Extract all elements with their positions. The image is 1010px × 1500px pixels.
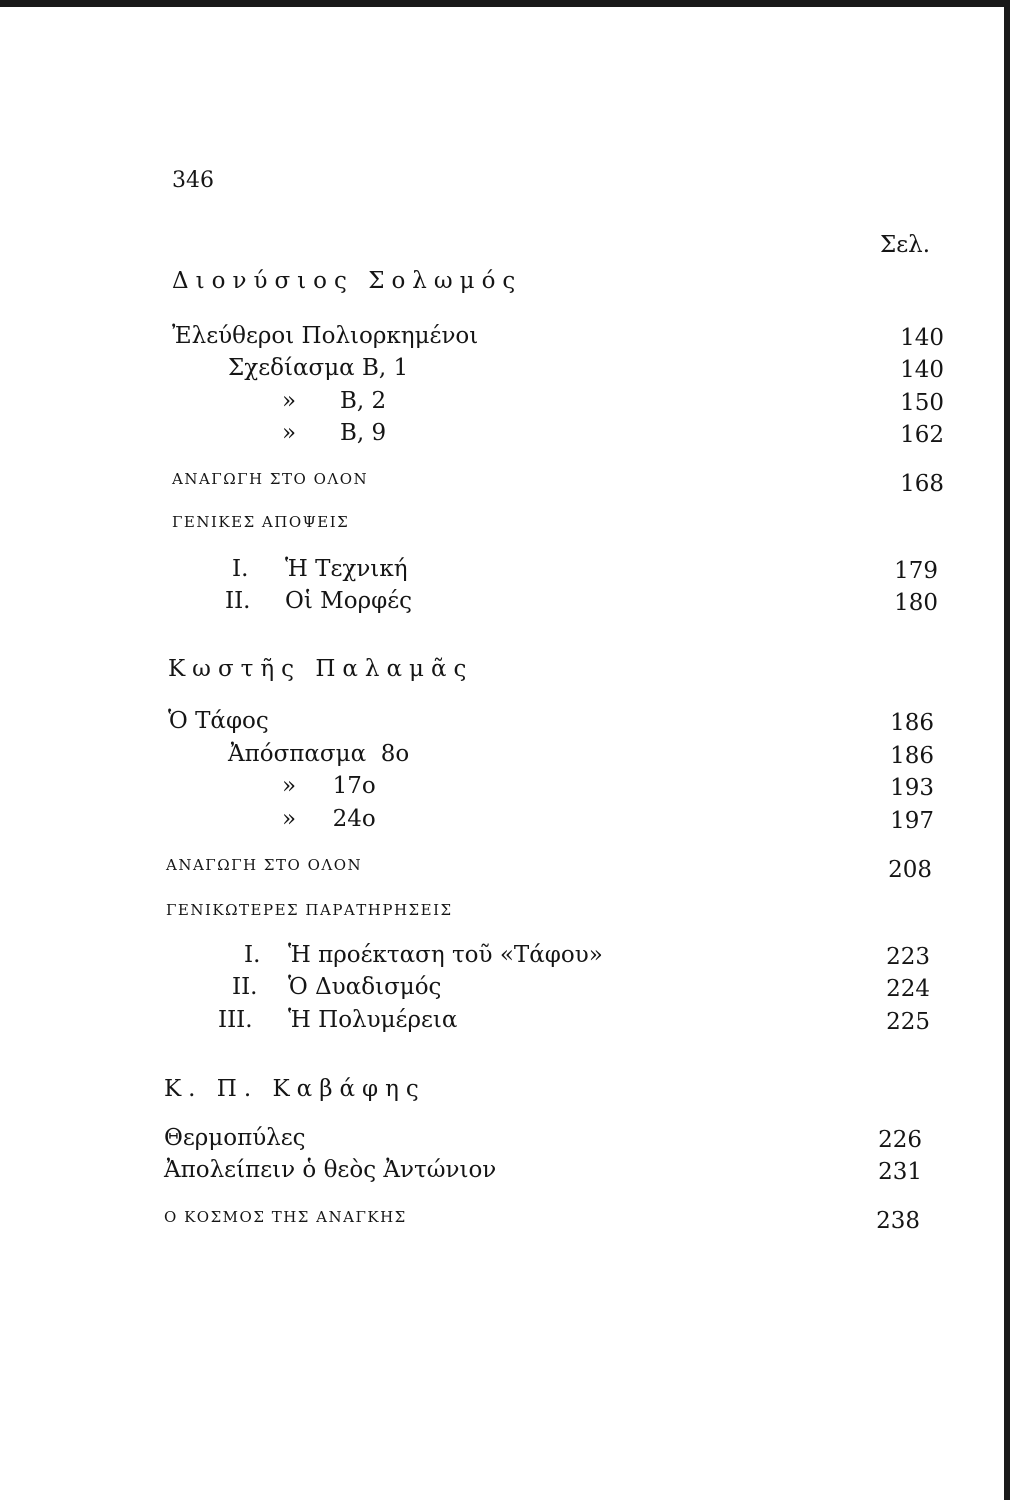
toc-section-heading: Ο ΚΟΣΜΟΣ ΤΗΣ ΑΝΑΓΚΗΣ xyxy=(164,1208,407,1226)
toc-entry-page: 226 xyxy=(878,1127,922,1153)
author-heading-kavafis: Κ. Π. Καβάφης xyxy=(164,1076,426,1102)
toc-entry-title: Ἡ Πολυμέρεια xyxy=(288,1007,458,1033)
toc-entry-page: 179 xyxy=(894,558,938,584)
scan-border-top xyxy=(0,0,1010,7)
toc-entry-page: 180 xyxy=(894,590,938,616)
toc-entry-page: 186 xyxy=(890,743,934,769)
toc-roman-numeral: I. xyxy=(232,556,249,582)
toc-entry-title: » Β, 2 xyxy=(282,388,387,414)
toc-entry-title: Ὁ Δυαδισμός xyxy=(288,974,442,1000)
toc-entry-title: Ὁ Τάφος xyxy=(168,708,269,734)
toc-entry-title: Ἡ Τεχνική xyxy=(285,556,408,582)
toc-entry-page: 150 xyxy=(900,390,944,416)
toc-entry-title: Ἐλεύθεροι Πολιορκημένοι xyxy=(172,323,479,349)
toc-entry-page: 231 xyxy=(878,1159,922,1185)
toc-entry-page: 140 xyxy=(900,325,944,351)
toc-entry-title: Ἀπολείπειν ὁ θεὸς Ἀντώνιον xyxy=(164,1157,497,1183)
toc-section-heading: ΓΕΝΙΚΩΤΕΡΕΣ ΠΑΡΑΤΗΡΗΣΕΙΣ xyxy=(166,901,453,919)
toc-entry-page: 162 xyxy=(900,422,944,448)
toc-entry-title: » 24ο xyxy=(282,806,376,832)
page-number: 346 xyxy=(172,168,214,193)
toc-entry-page: 224 xyxy=(886,976,930,1002)
toc-entry-page: 186 xyxy=(890,710,934,736)
toc-entry-title: Οἱ Μορφές xyxy=(285,588,413,614)
page-column-label: Σελ. xyxy=(880,232,931,258)
author-heading-palamas: Κωστῆς Παλαμᾶς xyxy=(168,656,474,682)
toc-roman-numeral: II. xyxy=(232,974,258,1000)
toc-entry-page: 140 xyxy=(900,357,944,383)
toc-entry-title: » Β, 9 xyxy=(282,420,387,446)
author-heading-solomos: Διονύσιος Σολωμός xyxy=(172,268,523,294)
toc-section-heading: ΑΝΑΓΩΓΗ ΣΤΟ ΟΛΟΝ xyxy=(172,470,369,488)
toc-entry-page: 168 xyxy=(900,471,944,497)
toc-roman-numeral: II. xyxy=(225,588,251,614)
toc-entry-title: Ἀπόσπασμα 8ο xyxy=(228,741,410,767)
toc-entry-page: 197 xyxy=(890,808,934,834)
toc-entry-page: 193 xyxy=(890,775,934,801)
toc-entry-title: Θερμοπύλες xyxy=(164,1125,306,1151)
toc-entry-page: 208 xyxy=(888,857,932,883)
toc-entry-page: 238 xyxy=(876,1208,920,1234)
scan-border-right xyxy=(1004,0,1010,1500)
toc-entry-page: 223 xyxy=(886,944,930,970)
toc-entry-page: 225 xyxy=(886,1009,930,1035)
toc-roman-numeral: I. xyxy=(244,942,261,968)
toc-section-heading: ΓΕΝΙΚΕΣ ΑΠΟΨΕΙΣ xyxy=(172,513,350,531)
toc-roman-numeral: III. xyxy=(218,1007,253,1033)
toc-entry-title: Σχεδίασμα Β, 1 xyxy=(228,355,409,381)
toc-section-heading: ΑΝΑΓΩΓΗ ΣΤΟ ΟΛΟΝ xyxy=(166,856,363,874)
toc-entry-title: » 17ο xyxy=(282,773,376,799)
toc-entry-title: Ἡ προέκταση τοῦ «Τάφου» xyxy=(288,942,603,968)
